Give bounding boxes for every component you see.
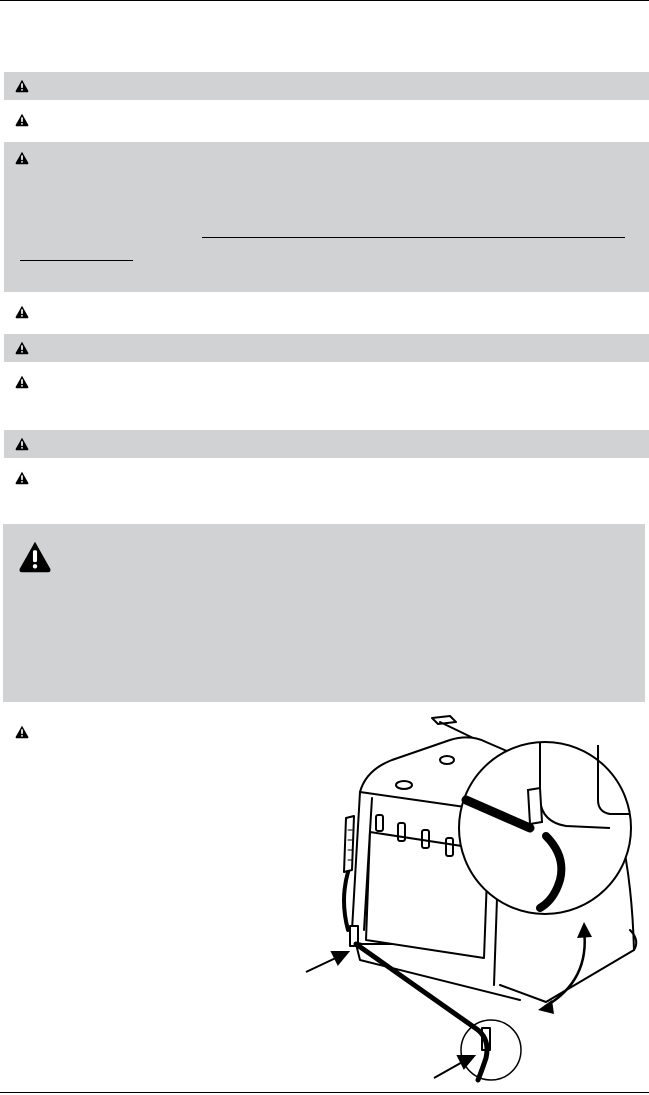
bottom-rule (0, 1092, 649, 1093)
